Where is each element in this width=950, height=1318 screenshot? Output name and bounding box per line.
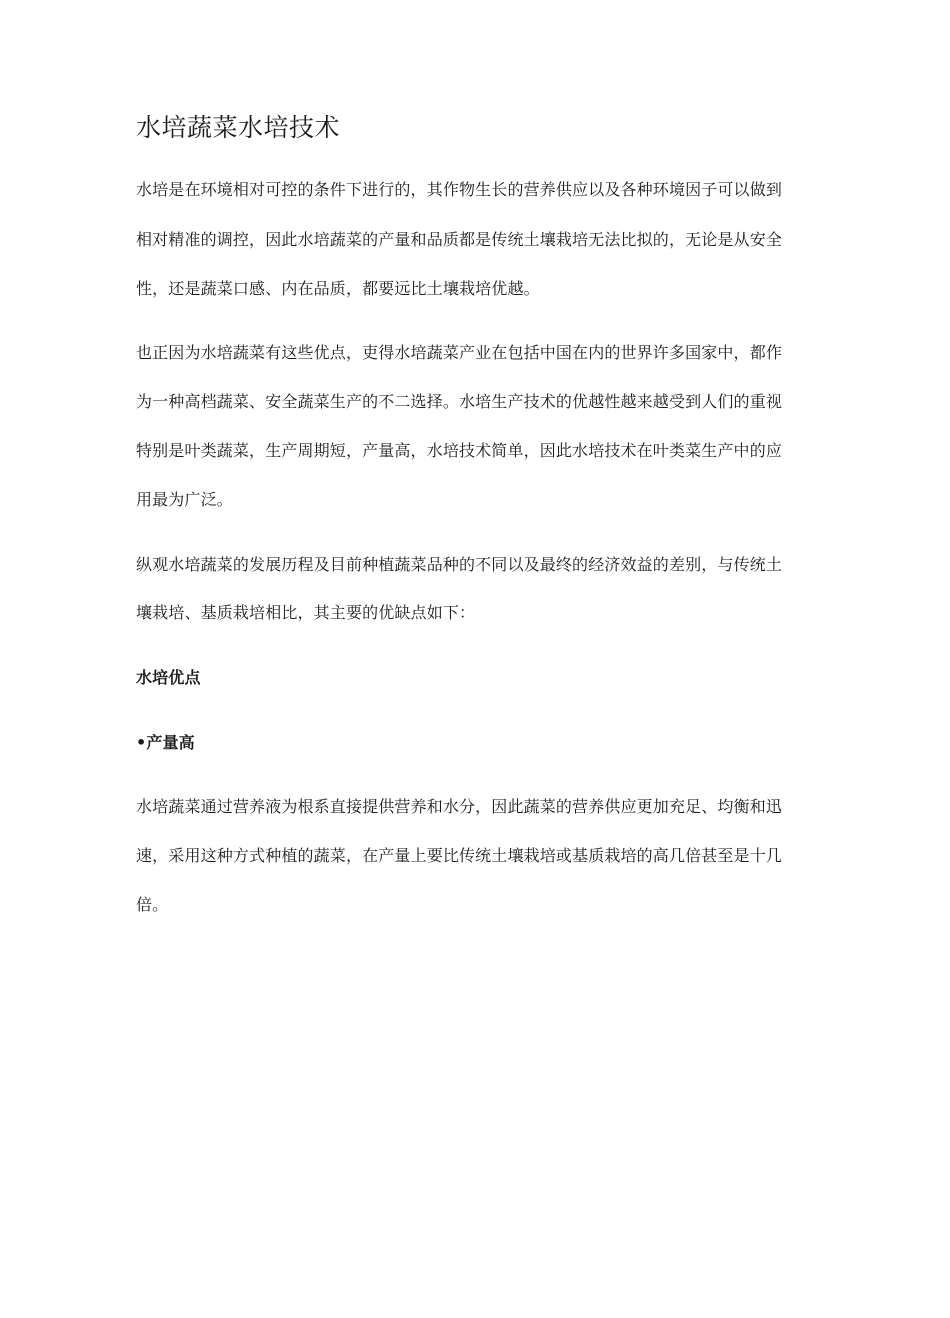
paragraph-4-line-3: 倍。 (136, 895, 169, 914)
section-heading: 水培优点 (136, 668, 201, 687)
paragraph-3-line-2: 壤栽培、基质栽培相比，其主要的优缺点如下： (136, 603, 476, 622)
bullet-heading: •产量高 (136, 733, 195, 752)
paragraph-2-line-4: 用最为广泛。 (136, 490, 233, 509)
paragraph-3-line-1: 纵观水培蔬菜的发展历程及目前种植蔬菜品种的不同以及最终的经济效益的差别，与传统土 (136, 555, 783, 574)
paragraph-2-line-1: 也正因为水培蔬菜有这些优点，吏得水培蔬菜产业在包括中国在内的世界许多国家中，都作 (136, 343, 783, 362)
paragraph-1-line-3: 性，还是蔬菜口感、内在品质，都要远比土壤栽培优越。 (136, 279, 540, 298)
paragraph-1-line-2: 相对精准的调控，因此水培蔬菜的产量和品质都是传统土壤栽培无法比拟的，无论是从安全 (136, 230, 783, 249)
paragraph-4-line-2: 速，采用这种方式种植的蔬菜，在产量上要比传统土壤栽培或基质栽培的高几倍甚至是十几 (136, 846, 783, 865)
paragraph-1-line-1: 水培是在环境相对可控的条件下进行的，其作物生长的营养供应以及各种环境因子可以做到 (136, 180, 783, 199)
paragraph-2-line-2: 为一种高档蔬菜、安全蔬菜生产的不二选择。水培生产技术的优越性越来越受到人们的重视 (136, 392, 783, 411)
document-title: 水培蔬菜水培技术 (136, 113, 341, 142)
paragraph-4-line-1: 水培蔬菜通过营养液为根系直接提供营养和水分，因此蔬菜的营养供应更加充足、均衡和迅 (136, 797, 783, 816)
paragraph-2-line-3: 特别是叶类蔬菜，生产周期短，产量高，水培技术简单，因此水培技术在叶类菜生产中的应 (136, 441, 783, 460)
